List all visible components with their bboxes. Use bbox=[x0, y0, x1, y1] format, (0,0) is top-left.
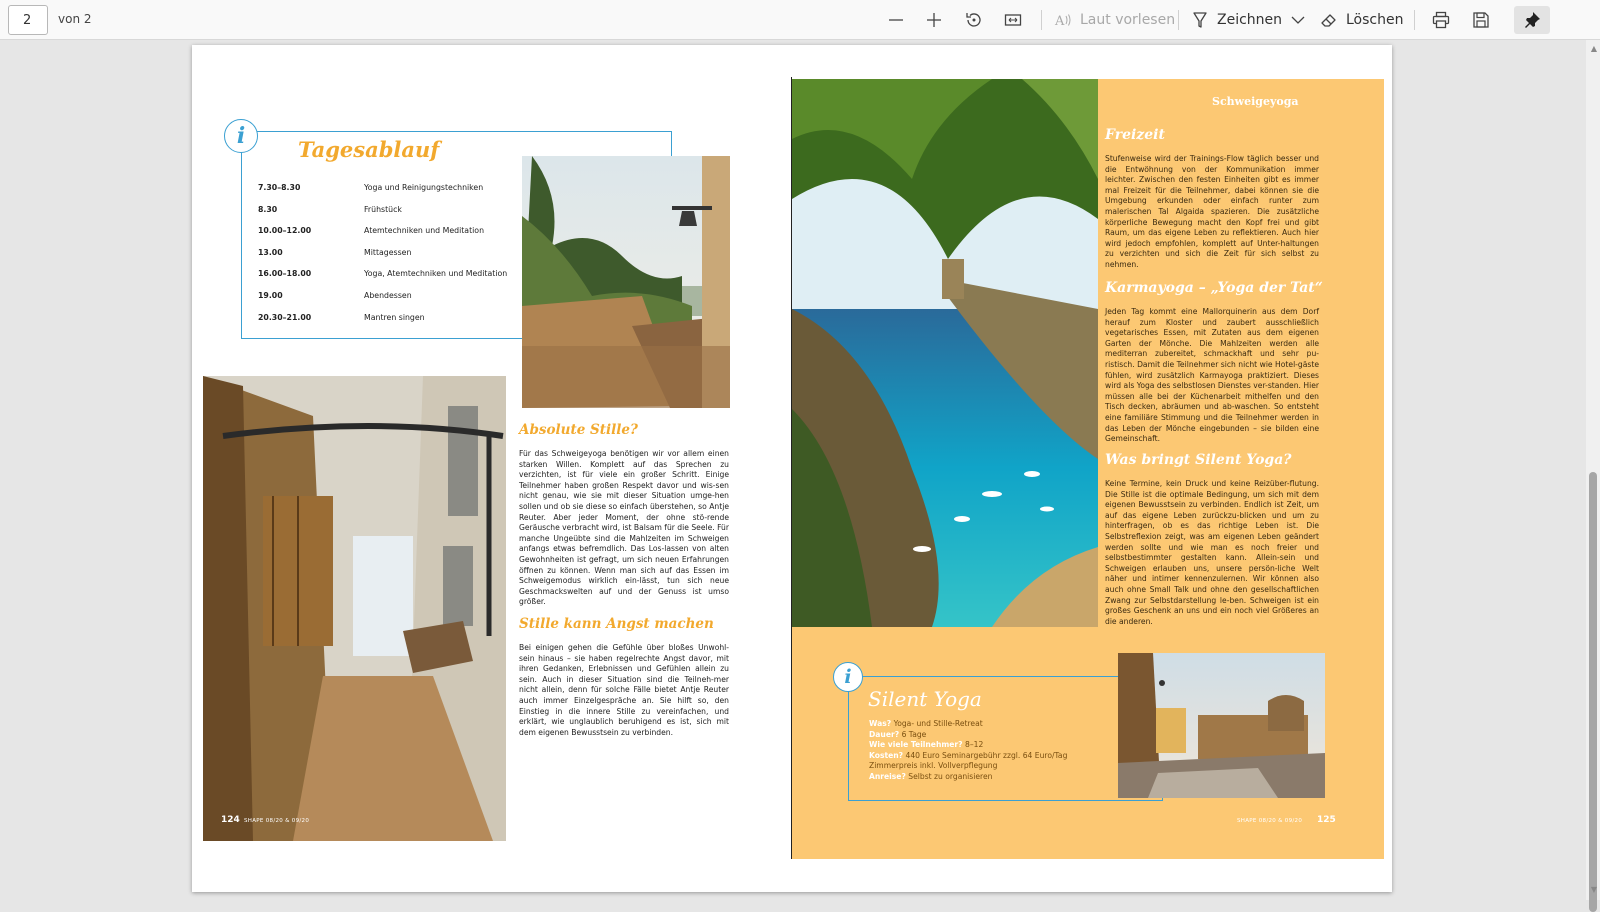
left-page-number: 124 bbox=[221, 815, 240, 825]
heading-absolute-silence: Absolute Stille? bbox=[519, 422, 638, 438]
schedule-row bbox=[258, 205, 538, 227]
chevron-down-icon bbox=[1291, 15, 1305, 25]
pdf-toolbar bbox=[0, 0, 1600, 40]
info-label: Anreise? bbox=[869, 772, 906, 781]
schedule-activity: Frühstück bbox=[364, 205, 402, 214]
schedule-time: 16.00–18.00 bbox=[258, 269, 311, 278]
schedule-row bbox=[258, 248, 538, 270]
svg-text:A: A bbox=[1054, 14, 1065, 28]
heading-silence-fear: Stille kann Angst machen bbox=[519, 616, 714, 632]
toolbar-separator bbox=[1414, 10, 1415, 30]
schedule-time: 13.00 bbox=[258, 248, 283, 257]
pin-toolbar-button[interactable] bbox=[1514, 6, 1550, 34]
info-label: Wie viele Teilnehmer? bbox=[869, 740, 963, 749]
schedule-time: 7.30–8.30 bbox=[258, 183, 300, 192]
rotate-icon bbox=[965, 11, 983, 29]
schedule-activity: Yoga, Atemtechniken und Meditation bbox=[364, 269, 507, 278]
erase-label: Löschen bbox=[1346, 12, 1403, 28]
scroll-up-icon[interactable]: ▲ bbox=[1591, 44, 1597, 53]
draw-options-dropdown[interactable] bbox=[1288, 6, 1308, 34]
plus-icon bbox=[926, 12, 942, 28]
page-number-input[interactable] bbox=[8, 5, 48, 35]
schedule-row bbox=[258, 269, 538, 291]
info-row bbox=[869, 730, 1129, 741]
text-karmayoga: Jeden Tag kommt eine Mallorquinerin aus dem Dorf herauf zum Kloster und zaubert ausschließlich vegetarisches Essen, mit Zutaten aus dem eigenen Garten der Mönche. Die Mahlzeiten werden alle mediterran zubereitet, schmackhaft und sehr pu-ristisch. Damit die Teilnehmer sich nicht wie Hotel-gäste fühlen, wird zusätzlich Karmayoga praktiziert. Dieses wird als Yoga des selbstlosen Dienstes ver-standen. Hier müssen alle bei der Küchenarbeit mithelfen und den Tisch decken, abräumen und ab-waschen. So entsteht eine familiäre Stimmung und die Teilnehmer werden in das Leben der Mönche eingebunden – sie bilden eine Gemeinschaft. bbox=[1105, 307, 1319, 445]
heading-free-time: Freizeit bbox=[1105, 127, 1165, 143]
info-value: Yoga- und Stille-Retreat bbox=[894, 719, 983, 728]
heading-karmayoga: Karmayoga – „Yoga der Tat“ bbox=[1105, 280, 1323, 296]
schedule-row bbox=[258, 291, 538, 313]
eraser-icon bbox=[1320, 11, 1338, 29]
info-label: Kosten? bbox=[869, 751, 903, 760]
info-value: 8–12 bbox=[965, 740, 983, 749]
section-label: Schweigeyoga bbox=[1212, 95, 1299, 108]
read-aloud-icon bbox=[1054, 12, 1072, 28]
schedule-time: 8.30 bbox=[258, 205, 277, 214]
save-button[interactable] bbox=[1468, 6, 1494, 34]
scrollbar-thumb[interactable] bbox=[1589, 472, 1597, 912]
right-page-number: 125 bbox=[1317, 815, 1336, 825]
scroll-down-icon[interactable]: ▼ bbox=[1591, 885, 1597, 894]
photo-mallorca-cove bbox=[792, 79, 1098, 627]
schedule-time: 20.30–21.00 bbox=[258, 313, 311, 322]
photo-stone-alley bbox=[203, 376, 506, 841]
schedule-row bbox=[258, 313, 538, 335]
text-absolute-silence: Für das Schweigeyoga benötigen wir vor allem einen starken Willen. Komplett auf das Sprechen zu verzichten, ist für viele ein großer Schritt. Einige Teilnehmer haben großen Respekt davor und wis-sen nicht genau, wie sie mit dieser Situation umge-hen sollen und ob sie diese so einfach überstehen, so Antje Reuter. Aber jeder Moment, der ohne stö-rende Geräusche verbracht wird, ist Balsam für die Seele. Für manche Ungeübte sind die Mahlzeiten im Schweigen anfangs etwas befremdlich. Das Los-lassen von alten Gewohnheiten ist gefragt, um sich neuen Erfahrungen öffnen zu können. Wenn man sich auf das Essen im Schweigemodus wirklich ein-lässt, tun sich neue Geschmackswelten auf und der Genuss ist umso größer. bbox=[519, 449, 729, 608]
pin-icon bbox=[1523, 11, 1541, 29]
info-value: 6 Tage bbox=[902, 730, 927, 739]
info-list bbox=[869, 719, 1129, 782]
schedule-activity: Abendessen bbox=[364, 291, 412, 300]
zoom-in-button[interactable] bbox=[922, 6, 946, 34]
zoom-out-button[interactable] bbox=[884, 6, 908, 34]
info-label: Dauer? bbox=[869, 730, 899, 739]
schedule-activity: Mittagessen bbox=[364, 248, 411, 257]
info-row bbox=[869, 751, 1129, 762]
text-silence-fear: Bei einigen gehen die Gefühle über bloßes Unwohl-sein hinaus – sie haben regelrechte Angst davor, mit ihren Gedanken, Erlebnissen und Gefühlen allein zu sein. Auch in dieser Situation sind die Teilneh-mer nicht allein, denn für solche Fälle bietet Antje Reuter auch immer Einzelgespräche an. Sie hilft so, den Einstieg in die innere Stille zu vereinfachen, und erklärt, wie unglaublich beruhigend es ist, sich mit dem eigenen Bewusstsein zu verbinden. bbox=[519, 643, 729, 738]
erase-button[interactable] bbox=[1320, 6, 1403, 34]
schedule-row bbox=[258, 226, 538, 248]
schedule-time: 19.00 bbox=[258, 291, 283, 300]
info-value: Selbst zu organisieren bbox=[908, 772, 992, 781]
toolbar-separator bbox=[1178, 10, 1179, 30]
photo-monastery bbox=[1118, 653, 1325, 798]
info-icon: i bbox=[833, 662, 863, 692]
right-magazine-label: SHAPE 08/20 & 09/20 bbox=[1237, 818, 1302, 824]
info-value: Zimmerpreis inkl. Vollverpflegung bbox=[869, 761, 997, 770]
print-button[interactable] bbox=[1428, 6, 1454, 34]
left-magazine-label: SHAPE 08/20 & 09/20 bbox=[244, 818, 309, 824]
schedule-activity: Atemtechniken und Meditation bbox=[364, 226, 484, 235]
pdf-page-spread bbox=[192, 45, 1392, 892]
draw-button[interactable] bbox=[1191, 6, 1282, 34]
schedule-row bbox=[258, 183, 538, 205]
schedule-activity: Mantren singen bbox=[364, 313, 425, 322]
rotate-button[interactable] bbox=[962, 6, 986, 34]
photo-lantern-alley bbox=[522, 156, 730, 408]
schedule-activity: Yoga und Reinigungstechniken bbox=[364, 183, 483, 192]
text-silent-yoga-benefits: Keine Termine, kein Druck und keine Reizüber-flutung. Die Stille ist die optimale Bedingung, um sich mit dem eigenen Bewusstsein zu verbinden. Endlich ist Zeit, um auf das eigene Leben zurückzu-blicken und um zu hinterfragen, ob es das richtige Leben ist. Die Selbstreflexion zeigt, was am eigenen Leben geändert werden sollte und wie man es noch freier und selbstbestimmter gestalten kann. Allein-sein und Schweigen erlauben uns, unsere persön-liche Welt näher und intimer kennenzulernen. Wir können also auch ohne Small Talk und ohne den gesellschaftlichen Zwang zur Selbstdarstellung le-ben. Schweigen ist ein großes Geschenk an uns und ein noch viel Größeres an die anderen. bbox=[1105, 479, 1319, 627]
printer-icon bbox=[1432, 11, 1450, 29]
info-icon: i bbox=[224, 119, 258, 153]
page-total-label: von 2 bbox=[58, 12, 92, 26]
text-free-time: Stufenweise wird der Trainings-Flow täglich besser und die Entwöhnung von der Kommunikation immer leichter. Zwischen den festen Einheiten gibt es immer mal Freizeit für die Teilnehmer, dabei können sie die Umgebung erkunden oder einfach runter zum malerischen Tal Algaida spazieren. Die zusätzliche körperliche Bewegung macht den Kopf frei und gibt Raum, um das eigene Leben zu reflektieren. Auch hier wird jedoch empfohlen, komplett auf Unter-haltungen zu verzichten und sich die Zeit für sich selbst zu nehmen. bbox=[1105, 154, 1319, 271]
info-value: 440 Euro Seminargebühr zzgl. 64 Euro/Tag bbox=[906, 751, 1068, 760]
info-row bbox=[869, 740, 1129, 751]
info-box-title: Silent Yoga bbox=[868, 687, 982, 711]
read-aloud-button[interactable] bbox=[1054, 6, 1175, 34]
draw-label: Zeichnen bbox=[1217, 12, 1282, 28]
info-row bbox=[869, 761, 1129, 772]
info-row bbox=[869, 719, 1129, 730]
save-icon bbox=[1472, 11, 1490, 29]
vertical-scrollbar[interactable] bbox=[1586, 40, 1600, 900]
draw-icon bbox=[1191, 11, 1209, 29]
schedule-time: 10.00–12.00 bbox=[258, 226, 311, 235]
read-aloud-label: Laut vorlesen bbox=[1080, 12, 1175, 28]
heading-silent-yoga-benefits: Was bringt Silent Yoga? bbox=[1105, 452, 1291, 468]
schedule-list bbox=[258, 183, 538, 334]
fit-page-button[interactable] bbox=[1001, 6, 1025, 34]
info-row bbox=[869, 772, 1129, 783]
info-label: Was? bbox=[869, 719, 891, 728]
fit-width-icon bbox=[1004, 12, 1022, 28]
toolbar-separator bbox=[1041, 10, 1042, 30]
schedule-title: Tagesablauf bbox=[298, 137, 439, 162]
minus-icon bbox=[888, 12, 904, 28]
